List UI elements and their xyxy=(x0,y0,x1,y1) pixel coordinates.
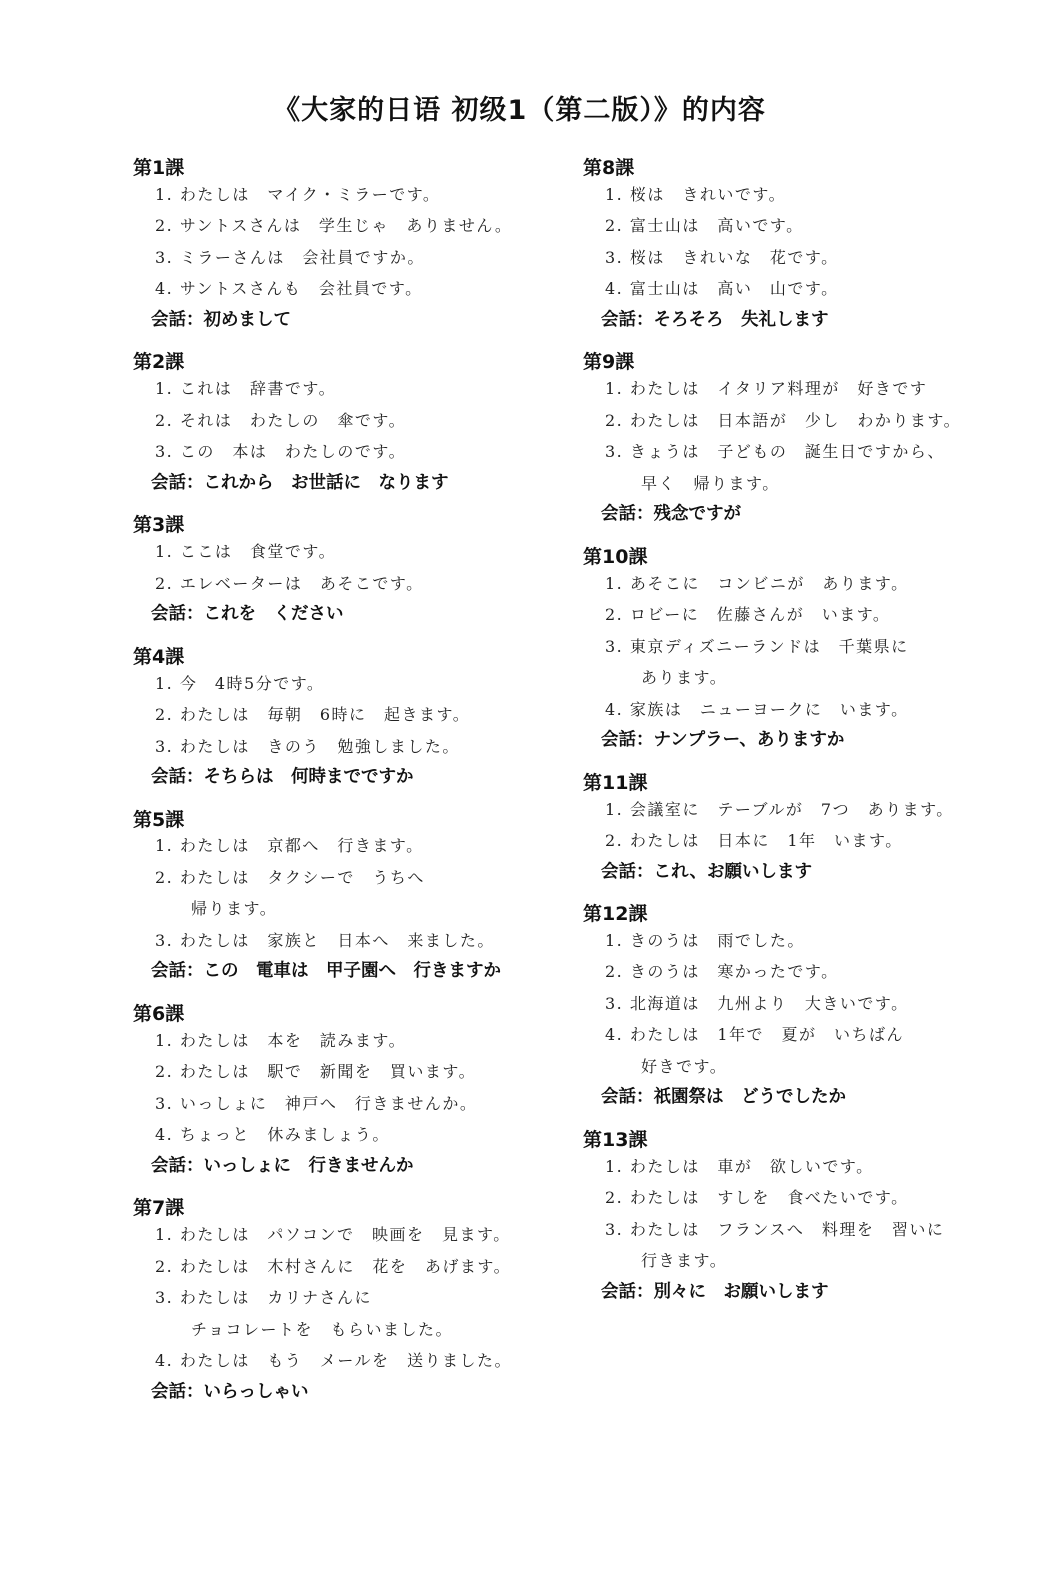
sentence: 2. きのうは 寒かったです。 xyxy=(605,962,839,982)
sentence: 1. わたしは マイク・ミラーです。 xyxy=(155,184,441,204)
sentence: 1. ここは 食堂です。 xyxy=(155,542,337,562)
sentence-continuation: 好きです。 xyxy=(641,1056,728,1076)
sentence: 2. エレベーターは あそこです。 xyxy=(155,573,424,593)
sentence-continuation: あります。 xyxy=(641,668,728,688)
kaiwa-title: 会話：いっしょに 行きませんか xyxy=(151,1155,414,1176)
lesson-6 xyxy=(133,1004,563,1182)
lesson-4 xyxy=(133,647,563,794)
sentence: 2. 富士山は 高いです。 xyxy=(605,216,804,236)
kaiwa-title: 会話：これを ください xyxy=(151,604,344,625)
kaiwa-title: 会話：祇園祭は どうでしたか xyxy=(601,1087,846,1108)
lesson-8 xyxy=(583,158,1013,336)
sentence: 2. わたしは 日本に 1年 います。 xyxy=(605,831,903,851)
sentence: 3. わたしは 家族と 日本へ 来ました。 xyxy=(155,930,495,950)
sentence: 2. わたしは 木村さんに 花を あげます。 xyxy=(155,1256,512,1276)
sentence: 2. それは わたしの 傘です。 xyxy=(155,410,407,430)
lesson-heading: 第1課 xyxy=(133,157,185,179)
sentence: 1. 今 4時5分です。 xyxy=(155,673,325,693)
sentence: 1. わたしは パソコンで 映画を 見ます。 xyxy=(155,1225,511,1245)
kaiwa-title: 会話：これ、お願いします xyxy=(601,861,813,882)
sentence: 2. わたしは 毎朝 6時に 起きます。 xyxy=(155,705,471,725)
kaiwa-title: 会話：残念ですが xyxy=(601,504,741,525)
page-title: 《大家的日语 初级1（第二版）》的内容 xyxy=(273,95,766,126)
sentence: 3. わたしは フランスへ 料理を 習いに xyxy=(605,1219,945,1239)
sentence-continuation: チョコレートを もらいました。 xyxy=(191,1319,454,1339)
kaiwa-title: 会話：これから お世話に なります xyxy=(151,472,449,493)
sentence-continuation: 帰ります。 xyxy=(191,899,278,919)
sentence: 2. わたしは すしを 食べたいです。 xyxy=(605,1188,909,1208)
lesson-heading: 第3課 xyxy=(133,514,185,537)
sentence: 3. わたしは カリナさんに xyxy=(155,1288,373,1308)
sentence: 1. あそこに コンビニが あります。 xyxy=(605,573,909,593)
kaiwa-title: 会話：そろそろ 失礼します xyxy=(601,309,829,330)
sentence-continuation: 早く 帰ります。 xyxy=(641,473,780,493)
sentence: 1. きのうは 雨でした。 xyxy=(605,930,805,950)
lesson-heading: 第12課 xyxy=(583,903,648,926)
lesson-3 xyxy=(133,515,563,630)
lesson-1 xyxy=(133,158,563,336)
sentence: 3. わたしは きのう 勉強しました。 xyxy=(155,736,460,756)
lesson-9 xyxy=(583,352,1013,530)
sentence: 1. これは 辞書です。 xyxy=(155,379,337,399)
lesson-7 xyxy=(133,1198,563,1408)
sentence: 3. ミラーさんは 会社員ですか。 xyxy=(155,247,425,267)
lesson-10 xyxy=(583,547,1013,757)
kaiwa-title: 会話：別々に お願いします xyxy=(601,1281,829,1302)
lesson-2 xyxy=(133,352,563,499)
lesson-11 xyxy=(583,773,1013,888)
sentence: 1. わたしは 京都へ 行きます。 xyxy=(155,836,424,856)
lesson-heading: 第7課 xyxy=(133,1197,185,1220)
sentence: 2. わたしは 日本語が 少し わかります。 xyxy=(605,410,962,430)
sentence: 3. この 本は わたしのです。 xyxy=(155,442,407,462)
sentence: 1. わたしは イタリア料理が 好きです xyxy=(605,379,928,399)
kaiwa-title: 会話：そちらは 何時までですか xyxy=(151,767,414,788)
sentence: 3. 北海道は 九州より 大きいです。 xyxy=(605,993,909,1013)
kaiwa-title: 会話：ナンプラー、ありますか xyxy=(601,730,845,751)
right-column xyxy=(583,158,1013,1324)
kaiwa-title: 会話：この 電車は 甲子園へ 行きますか xyxy=(151,961,501,982)
sentence: 4. 家族は ニューヨークに います。 xyxy=(605,699,909,719)
sentence: 1. 桜は きれいです。 xyxy=(605,184,787,204)
sentence: 3. 東京ディズニーランドは 千葉県に xyxy=(605,636,909,656)
sentence: 2. ロビーに 佐藤さんが います。 xyxy=(605,605,891,625)
lesson-heading: 第10課 xyxy=(583,545,648,568)
sentence: 4. わたしは 1年で 夏が いちばん xyxy=(605,1025,905,1045)
sentence: 1. わたしは 車が 欲しいです。 xyxy=(605,1156,874,1176)
sentence: 2. わたしは タクシーで うちへ xyxy=(155,867,425,887)
lesson-13 xyxy=(583,1130,1013,1308)
sentence: 3. いっしょに 神戸へ 行きませんか。 xyxy=(155,1093,478,1113)
sentence: 4. 富士山は 高い 山です。 xyxy=(605,279,839,299)
lesson-12 xyxy=(583,904,1013,1114)
sentence: 2. サントスさんは 学生じゃ ありません。 xyxy=(155,216,513,236)
sentence: 4. ちょっと 休みましょう。 xyxy=(155,1125,390,1145)
kaiwa-title: 会話：初めまして xyxy=(151,309,291,330)
sentence: 1. 会議室に テーブルが 7つ あります。 xyxy=(605,799,954,819)
lesson-5 xyxy=(133,810,563,988)
sentence: 2. わたしは 駅で 新聞を 買います。 xyxy=(155,1062,477,1082)
lesson-heading: 第2課 xyxy=(133,351,185,374)
sentence: 3. 桜は きれいな 花です。 xyxy=(605,247,839,267)
sentence: 3. きょうは 子どもの 誕生日ですから、 xyxy=(605,442,945,462)
kaiwa-title: 会話：いらっしゃい xyxy=(151,1381,309,1402)
sentence-continuation: 行きます。 xyxy=(641,1251,728,1271)
lesson-heading: 第4課 xyxy=(133,645,185,668)
sentence: 4. わたしは もう メールを 送りました。 xyxy=(155,1351,513,1371)
lesson-heading: 第11課 xyxy=(583,771,648,794)
lesson-heading: 第6課 xyxy=(133,1002,185,1025)
left-column xyxy=(133,158,563,1424)
lesson-heading: 第5課 xyxy=(133,808,185,831)
sentence: 4. サントスさんも 会社員です。 xyxy=(155,279,423,299)
lesson-heading: 第9課 xyxy=(583,351,635,374)
lesson-heading: 第8課 xyxy=(583,157,635,179)
lesson-heading: 第13課 xyxy=(583,1128,648,1151)
sentence: 1. わたしは 本を 読みます。 xyxy=(155,1030,407,1050)
